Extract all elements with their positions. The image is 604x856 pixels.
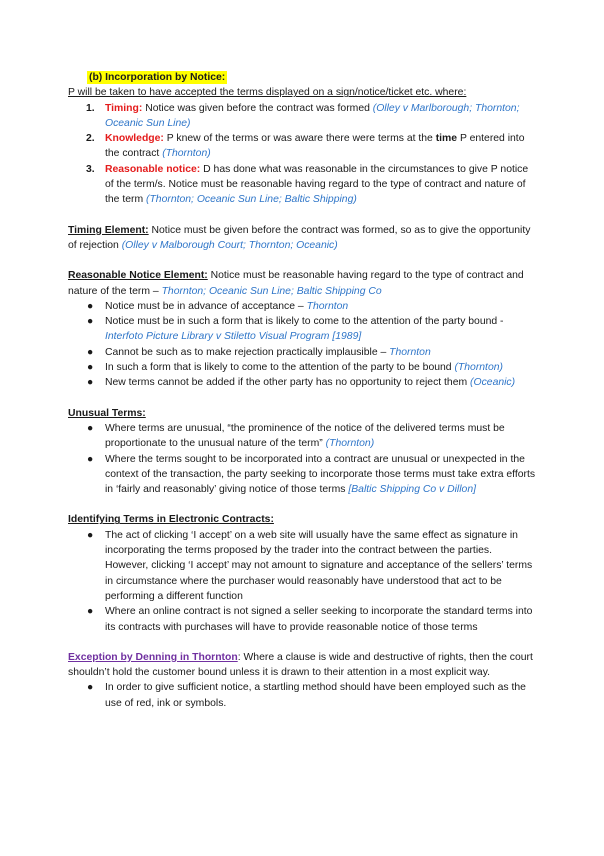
reasonable-bullets	[68, 299, 538, 391]
list-item: ● Notice must be in such a form that is likely to come to the attention of the party bound - Interfoto Picture Library v Stiletto Visual Program [1989]	[87, 316, 504, 343]
exception-paragraph: Exception by Denning in Thornton: Where a clause is wide and destructive of rights, then the court shouldn’t hold the customer bound unless it is drawn to their attention in a most explicit way.	[68, 651, 533, 679]
exception-bullets	[68, 680, 538, 711]
criteria-list	[68, 101, 538, 208]
reasonable-notice-label: Reasonable notice:	[105, 163, 201, 175]
list-item: ● In order to give sufficient notice, a startling method should have been employed such as the use of red, ink or symbols.	[87, 682, 526, 709]
list-item: 1. Timing: Notice was given before the contract was formed (Olley v Marlborough; Thornton; Oceanic Sun Line)	[86, 102, 520, 129]
list-item: 2. Knowledge: P knew of the terms or was aware there were terms at the time P entered into the contract (Thornton)	[86, 133, 525, 160]
citation: (Thornton; Oceanic Sun Line; Baltic Shipping)	[146, 194, 357, 206]
section-heading	[68, 70, 538, 85]
bullet-icon: ●	[87, 422, 94, 434]
timing-label: Timing:	[105, 102, 143, 114]
list-item: ● In such a form that is likely to come to the attention of the party to be bound (Thornton)	[68, 360, 538, 375]
bullet-icon: ●	[87, 346, 94, 358]
electronic-title: Identifying Terms in Electronic Contracts:	[68, 514, 274, 526]
citation: (Olley v Marlborough; Thornton; Oceanic Sun Line)	[105, 102, 520, 129]
bullet-icon: ●	[87, 682, 94, 694]
list-item: ● Cannot be such as to make rejection practically implausible – Thornton	[68, 345, 538, 360]
bullet-icon: ●	[87, 362, 94, 374]
list-item: ● The act of clicking ‘I accept’ on a web site will usually have the same effect as signature in incorporating the terms proposed by the trader into the contract between the parties. However, clicking ‘I accept’ may not amount to signature and acceptance of the sellers’ terms in circumstance where the purchaser would reasonably have understood that act to be performing a different function	[87, 529, 533, 602]
citation: (Thornton)	[162, 148, 211, 160]
bullet-icon: ●	[87, 377, 94, 389]
bullet-icon: ●	[87, 300, 94, 312]
bullet-icon: ●	[87, 529, 94, 541]
timing-paragraph: Timing Element: Notice must be given before the contract was formed, so as to give the opportunity of rejection (Olley v Malborough Court; Thornton; Oceanic)	[68, 224, 531, 251]
document-page	[68, 70, 538, 711]
exception-title: Exception by Denning in Thornton	[68, 651, 238, 663]
timing-title: Timing Element:	[68, 224, 149, 236]
list-item: ● Where the terms sought to be incorporated into a contract are unusual or unexpected in the context of the transaction, the party seeking to incorporate those terms must take extra efforts in ‘fairly and reasonably’ giving notice of those terms [Baltic Shipping Co v Dillon]	[87, 453, 536, 496]
bullet-icon: ●	[87, 316, 94, 328]
intro-text: P will be taken to have accepted the terms displayed on a sign/notice/ticket etc. where:	[68, 87, 467, 99]
reasonable-title: Reasonable Notice Element:	[68, 270, 208, 282]
heading-highlight: (b) Incorporation by Notice:	[89, 72, 226, 83]
knowledge-label: Knowledge:	[105, 133, 164, 145]
bullet-icon: ●	[87, 606, 94, 618]
list-item: 3. Reasonable notice: D has done what was reasonable in the circumstances to give P notice of the term/s. Notice must be reasonable having regard to the type of contract and nature of the term (Thornton; Oceanic Sun Line; Baltic Shipping)	[86, 163, 529, 206]
list-item: ● Where terms are unusual, “the prominence of the notice of the delivered terms must be proportionate to the unusual nature of the term” (Thornton)	[87, 422, 505, 450]
list-item: ● Where an online contract is not signed a seller seeking to incorporate the standard terms into its contracts with purchases will have to provide reasonable notice of those terms	[87, 606, 533, 633]
citation: Thornton; Oceanic Sun Line; Baltic Shipping Co	[161, 285, 382, 297]
citation: (Olley v Malborough Court; Thornton; Oceanic)	[121, 239, 338, 251]
electronic-bullets	[68, 528, 538, 635]
unusual-bullets	[68, 421, 538, 497]
bullet-icon: ●	[87, 453, 94, 465]
list-item: ● Notice must be in advance of acceptance – Thornton	[68, 299, 538, 314]
reasonable-paragraph: Reasonable Notice Element: Notice must be reasonable having regard to the type of contract and nature of the term – Thornton; Oceanic Sun Line; Baltic Shipping Co	[68, 270, 524, 297]
unusual-title: Unusual Terms:	[68, 407, 146, 419]
list-item: ● New terms cannot be added if the other party has no opportunity to reject them (Oceanic)	[68, 375, 538, 390]
